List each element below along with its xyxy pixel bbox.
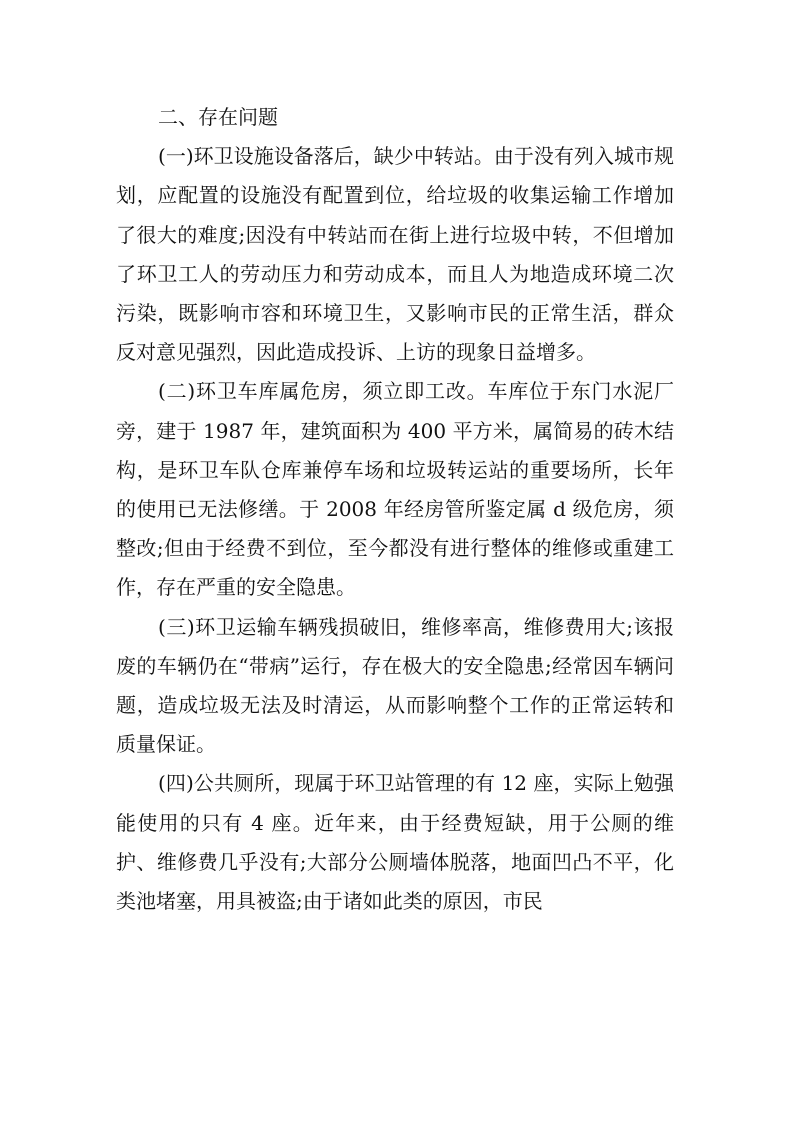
paragraph-vehicles: (三)环卫运输车辆残损破旧，维修率高，维修费用大;该报废的车辆仍在“带病”运行，存在极大的安全隐患;经常因车辆问题，造成垃圾无法及时清运，从而影响整个工作的正常运转和质量保证。 bbox=[116, 614, 674, 757]
paragraph-garage: (二)环卫车库属危房，须立即工改。车库位于东门水泥厂旁，建于 1987 年，建筑面积为 400 平方米，属简易的砖木结构，是环卫车队仓库兼停车场和垃圾转运站的重要场所，长年的使用已无法修缮。于 2008 年经房管所鉴定属 d 级危房，须整改;但由于经费不到位，至今都没有进行整体的维修或重建工作，存在严重的安全隐患。 bbox=[116, 379, 674, 600]
paragraph-public-toilets: (四)公共厕所，现属于环卫站管理的有 12 座，实际上勉强能使用的只有 4 座。近年来，由于经费短缺，用于公厕的维护、维修费几乎没有;大部分公厕墙体脱落，地面凹凸不平，化类池堵塞，用具被盗;由于诸如此类的原因，市民 bbox=[116, 771, 674, 914]
section-heading: 二、存在问题 bbox=[158, 105, 278, 129]
paragraph-facilities: (一)环卫设施设备落后，缺少中转站。由于没有列入城市规划，应配置的设施没有配置到位，给垃圾的收集运输工作增加了很大的难度;因没有中转站而在街上进行垃圾中转，不但增加了环卫工人的劳动压力和劳动成本，而且人为地造成环境二次污染，既影响市容和环境卫生，又影响市民的正常生活，群众反对意见强烈，因此造成投诉、上访的现象日益增多。 bbox=[116, 144, 674, 365]
document-body bbox=[116, 98, 674, 921]
